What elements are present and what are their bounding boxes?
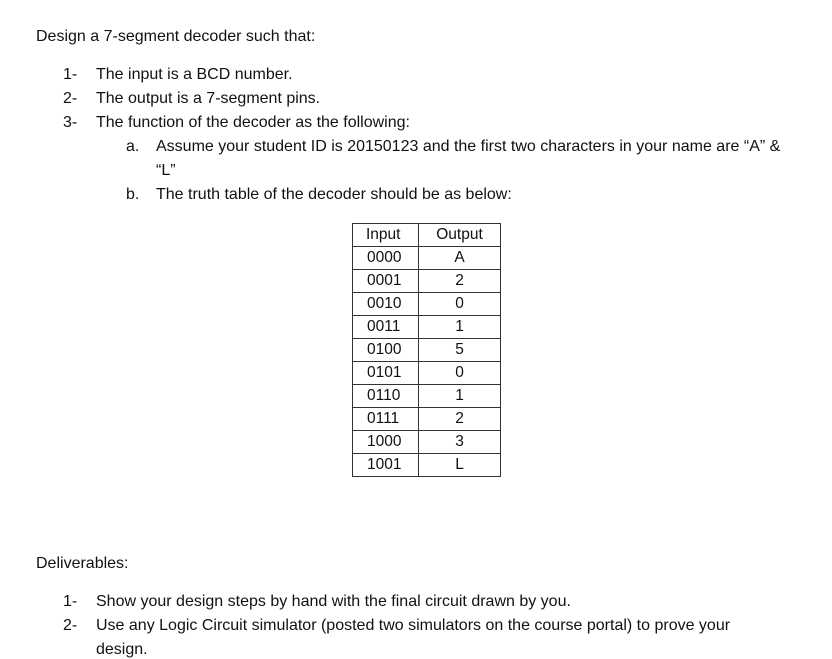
sub-item-a-continuation: “L” bbox=[156, 162, 176, 179]
requirement-number: 1- bbox=[63, 66, 78, 83]
deliverable-continuation: design. bbox=[96, 641, 148, 658]
deliverable-text: Show your design steps by hand with the final circuit drawn by you. bbox=[96, 593, 571, 610]
requirement-item bbox=[63, 114, 410, 132]
output-cell: 1 bbox=[419, 385, 501, 408]
table-row bbox=[353, 408, 501, 431]
table-row bbox=[353, 362, 501, 385]
requirement-text: The function of the decoder as the following: bbox=[96, 114, 410, 131]
input-cell: 1001 bbox=[353, 454, 419, 477]
output-cell: 2 bbox=[419, 408, 501, 431]
requirement-text: The input is a BCD number. bbox=[96, 66, 293, 83]
sub-item-a bbox=[126, 138, 780, 156]
table-row bbox=[353, 293, 501, 316]
requirement-text: The output is a 7-segment pins. bbox=[96, 90, 321, 107]
input-cell: 0110 bbox=[353, 385, 419, 408]
table-header-row bbox=[353, 224, 501, 247]
output-cell: 5 bbox=[419, 339, 501, 362]
input-cell: 0010 bbox=[353, 293, 419, 316]
output-cell: 0 bbox=[419, 293, 501, 316]
column-header-input: Input bbox=[353, 224, 419, 247]
table-row bbox=[353, 385, 501, 408]
output-cell: L bbox=[419, 454, 501, 477]
output-cell: 3 bbox=[419, 431, 501, 454]
input-cell: 0011 bbox=[353, 316, 419, 339]
output-cell: 2 bbox=[419, 270, 501, 293]
deliverable-item bbox=[63, 617, 730, 635]
deliverable-number: 2- bbox=[63, 617, 78, 634]
deliverable-item bbox=[63, 593, 571, 611]
table-row bbox=[353, 247, 501, 270]
table-row bbox=[353, 339, 501, 362]
output-cell: 0 bbox=[419, 362, 501, 385]
input-cell: 0000 bbox=[353, 247, 419, 270]
sub-item-label: b. bbox=[126, 186, 140, 203]
input-cell: 0001 bbox=[353, 270, 419, 293]
truth-table bbox=[352, 223, 501, 477]
input-cell: 0100 bbox=[353, 339, 419, 362]
deliverable-number: 1- bbox=[63, 593, 78, 610]
requirement-number: 3- bbox=[63, 114, 78, 131]
input-cell: 0101 bbox=[353, 362, 419, 385]
table-row bbox=[353, 316, 501, 339]
input-cell: 1000 bbox=[353, 431, 419, 454]
column-header-output: Output bbox=[419, 224, 501, 247]
deliverables-heading: Deliverables: bbox=[36, 555, 129, 572]
deliverable-text: Use any Logic Circuit simulator (posted two simulators on the course portal) to prove your bbox=[96, 617, 731, 634]
assignment-heading: Design a 7-segment decoder such that: bbox=[36, 28, 316, 45]
output-cell: 1 bbox=[419, 316, 501, 339]
sub-item-text: The truth table of the decoder should be as below: bbox=[156, 186, 512, 203]
sub-item-b bbox=[126, 186, 512, 204]
table-row bbox=[353, 431, 501, 454]
output-cell: A bbox=[419, 247, 501, 270]
requirement-item bbox=[63, 90, 320, 108]
input-cell: 0111 bbox=[353, 408, 419, 431]
table-row bbox=[353, 270, 501, 293]
sub-item-text: Assume your student ID is 20150123 and the first two characters in your name are “A” & bbox=[156, 138, 781, 155]
requirement-item bbox=[63, 66, 293, 84]
requirement-number: 2- bbox=[63, 90, 78, 107]
table-row bbox=[353, 454, 501, 477]
sub-item-label: a. bbox=[126, 138, 140, 155]
